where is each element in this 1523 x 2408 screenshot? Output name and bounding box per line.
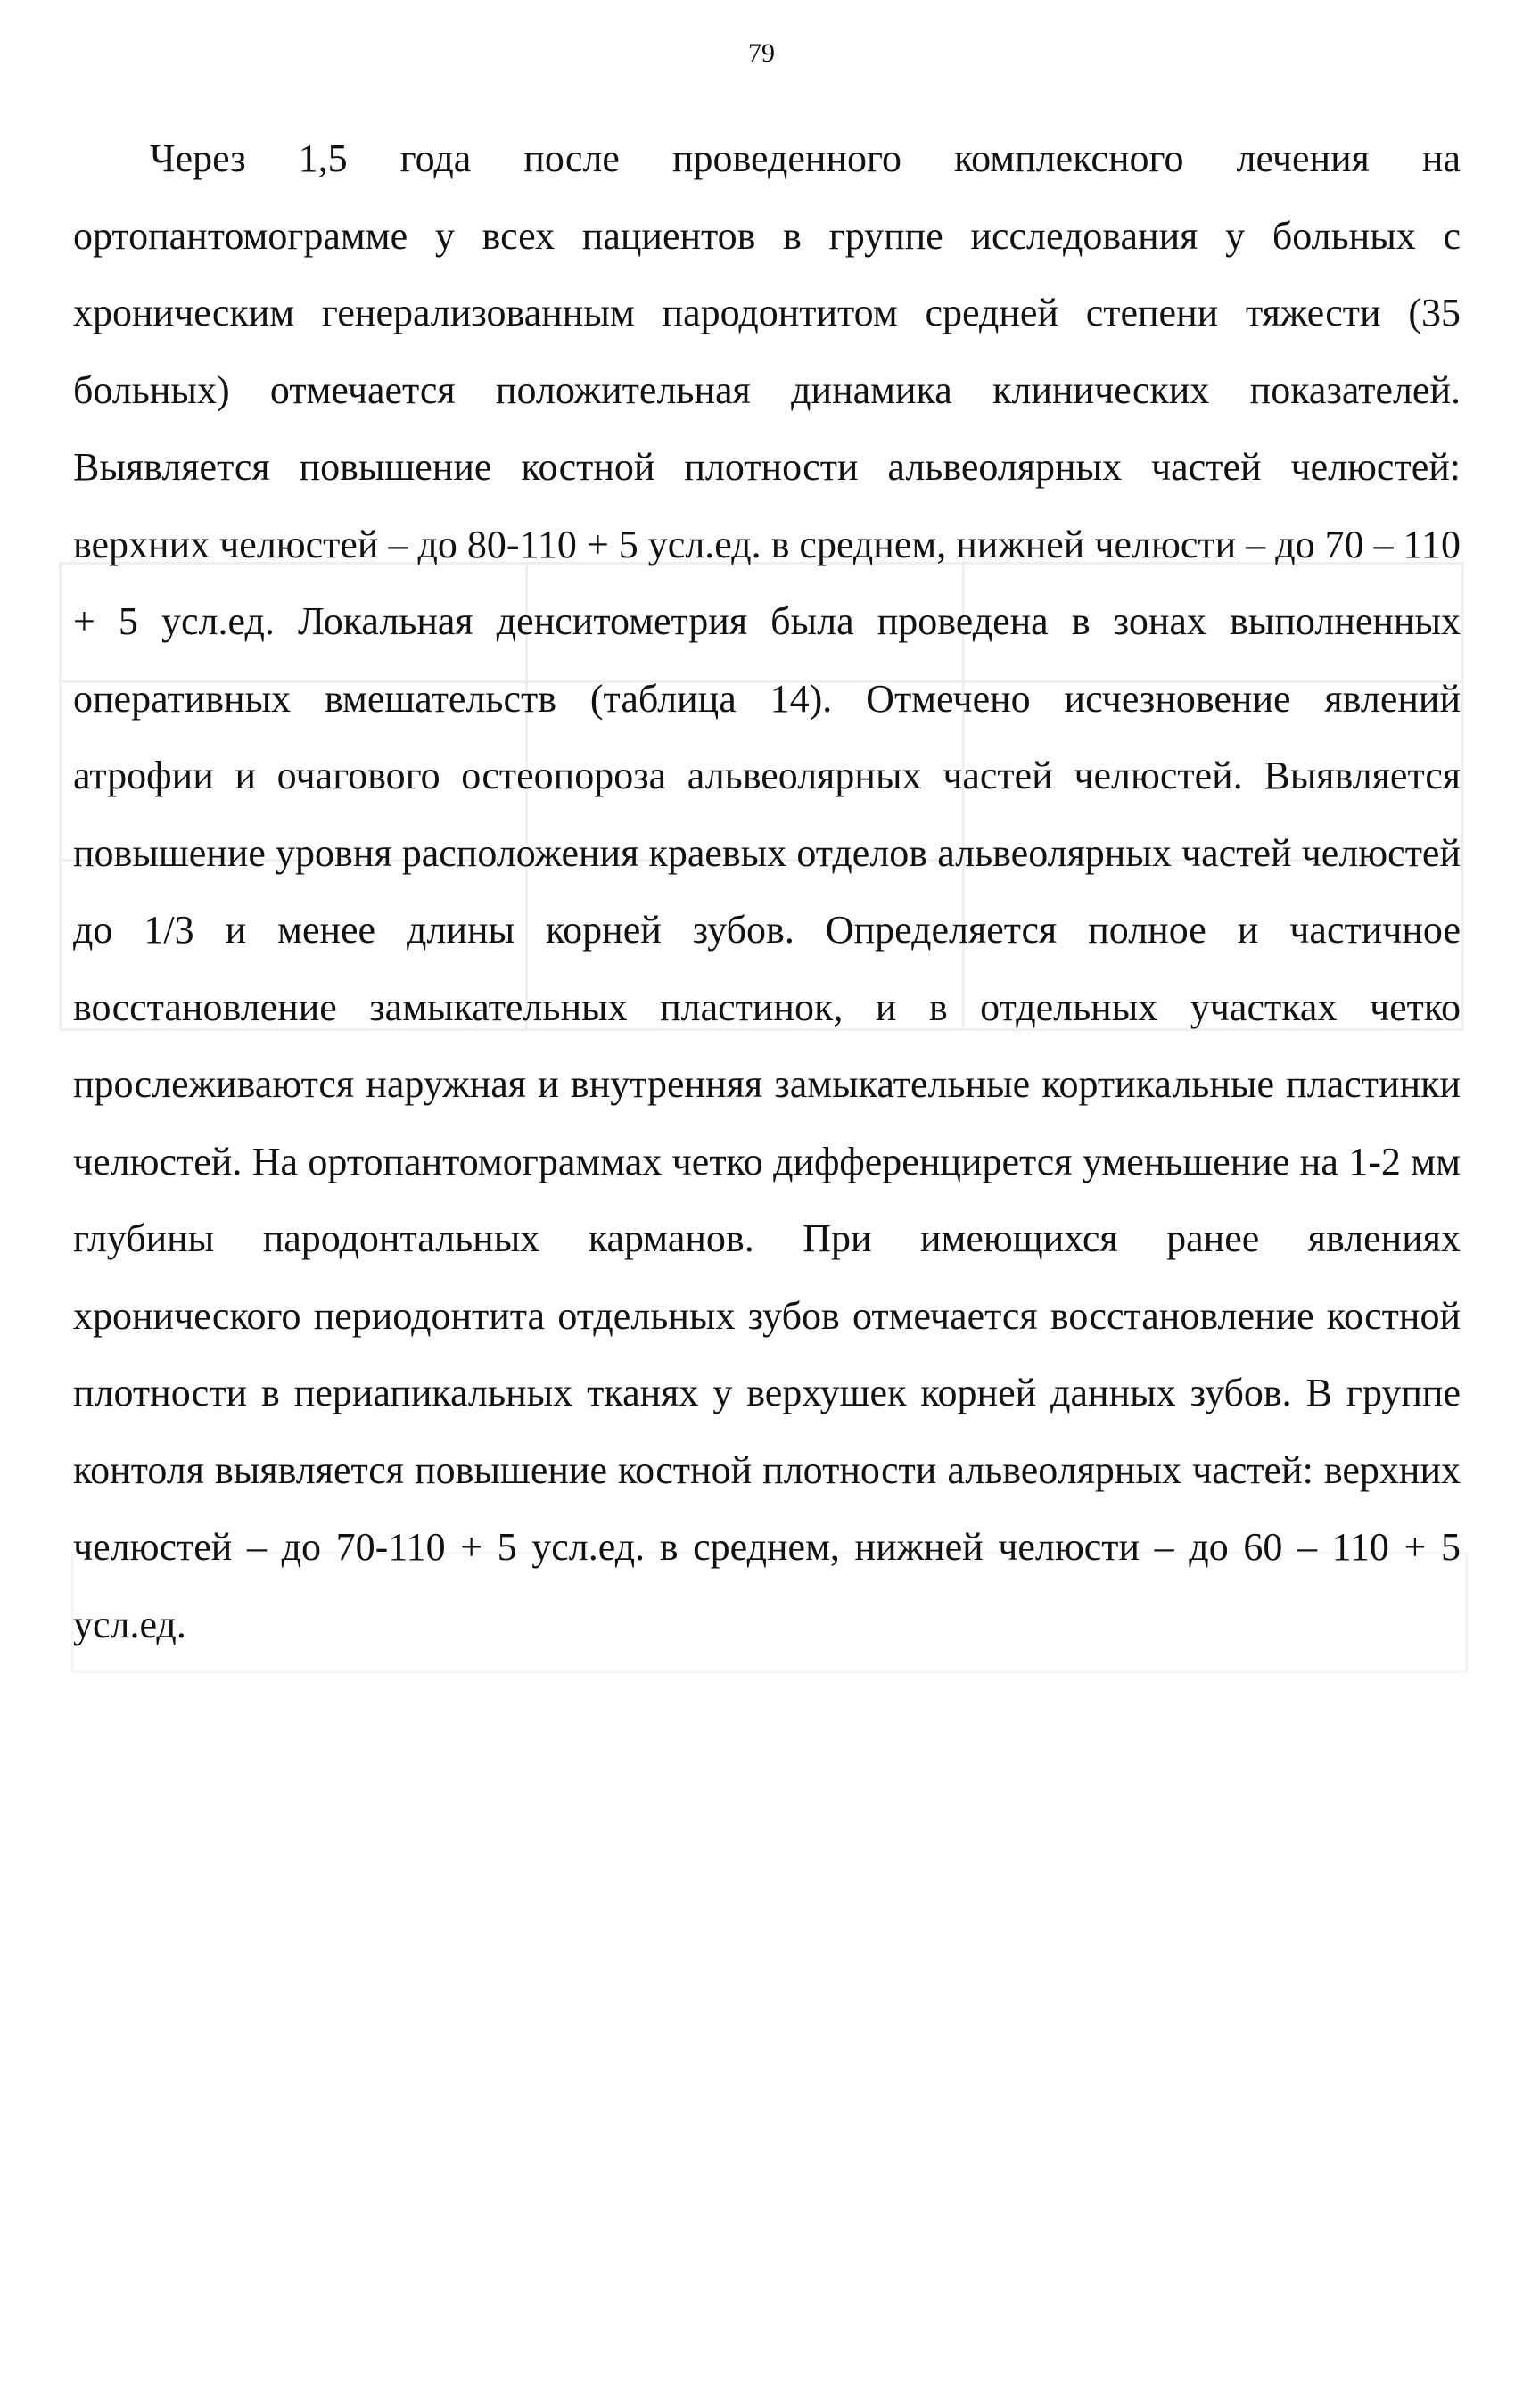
page-number: 79: [748, 38, 775, 68]
body-paragraph-text: Через 1,5 года после проведенного комплексного лечения на ортопантомограмме у всех пациентов в группе исследования у больных с хроническим генерализованным пародонтитом средней степени тяжести (35 больных) отмечается положительная динамика клинических показателей. Выявляется повышение костной плотности альвеолярных частей челюстей: верхних челюстей – до 80-110 + 5 усл.ед. в среднем, нижней челюсти – до 70 – 110 + 5 усл.ед. Локальная денситометрия была проведена в зонах выполненных оперативных вмешательств (таблица 14). Отмечено исчезновение явлений атрофии и очагового остеопороза альвеолярных частей челюстей. Выявляется повышение уровня расположения краевых отделов альвеолярных частей челюстей до 1/3 и менее длины корней зубов. Определяется полное и частичное восстановление замыкательных пластинок, и в отдельных участках четко прослеживаются наружная и внутренняя замыкательные кортикальные пластинки челюстей. На ортопантомограммах четко дифференцирется уменьшение на 1-2 мм глубины пародонтальных карманов. При имеющихся ранее явлениях хронического периодонтита отдельных зубов отмечается восстановление костной плотности в периапикальных тканях у верхушек корней данных зубов. В группе контоля выявляется повышение костной плотности альвеолярных частей: верхних челюстей – до 70-110 + 5 усл.ед. в среднем, нижней челюсти – до 60 – 110 + 5 усл.ед.: [73, 136, 1461, 1646]
body-paragraph: [73, 120, 1461, 1663]
